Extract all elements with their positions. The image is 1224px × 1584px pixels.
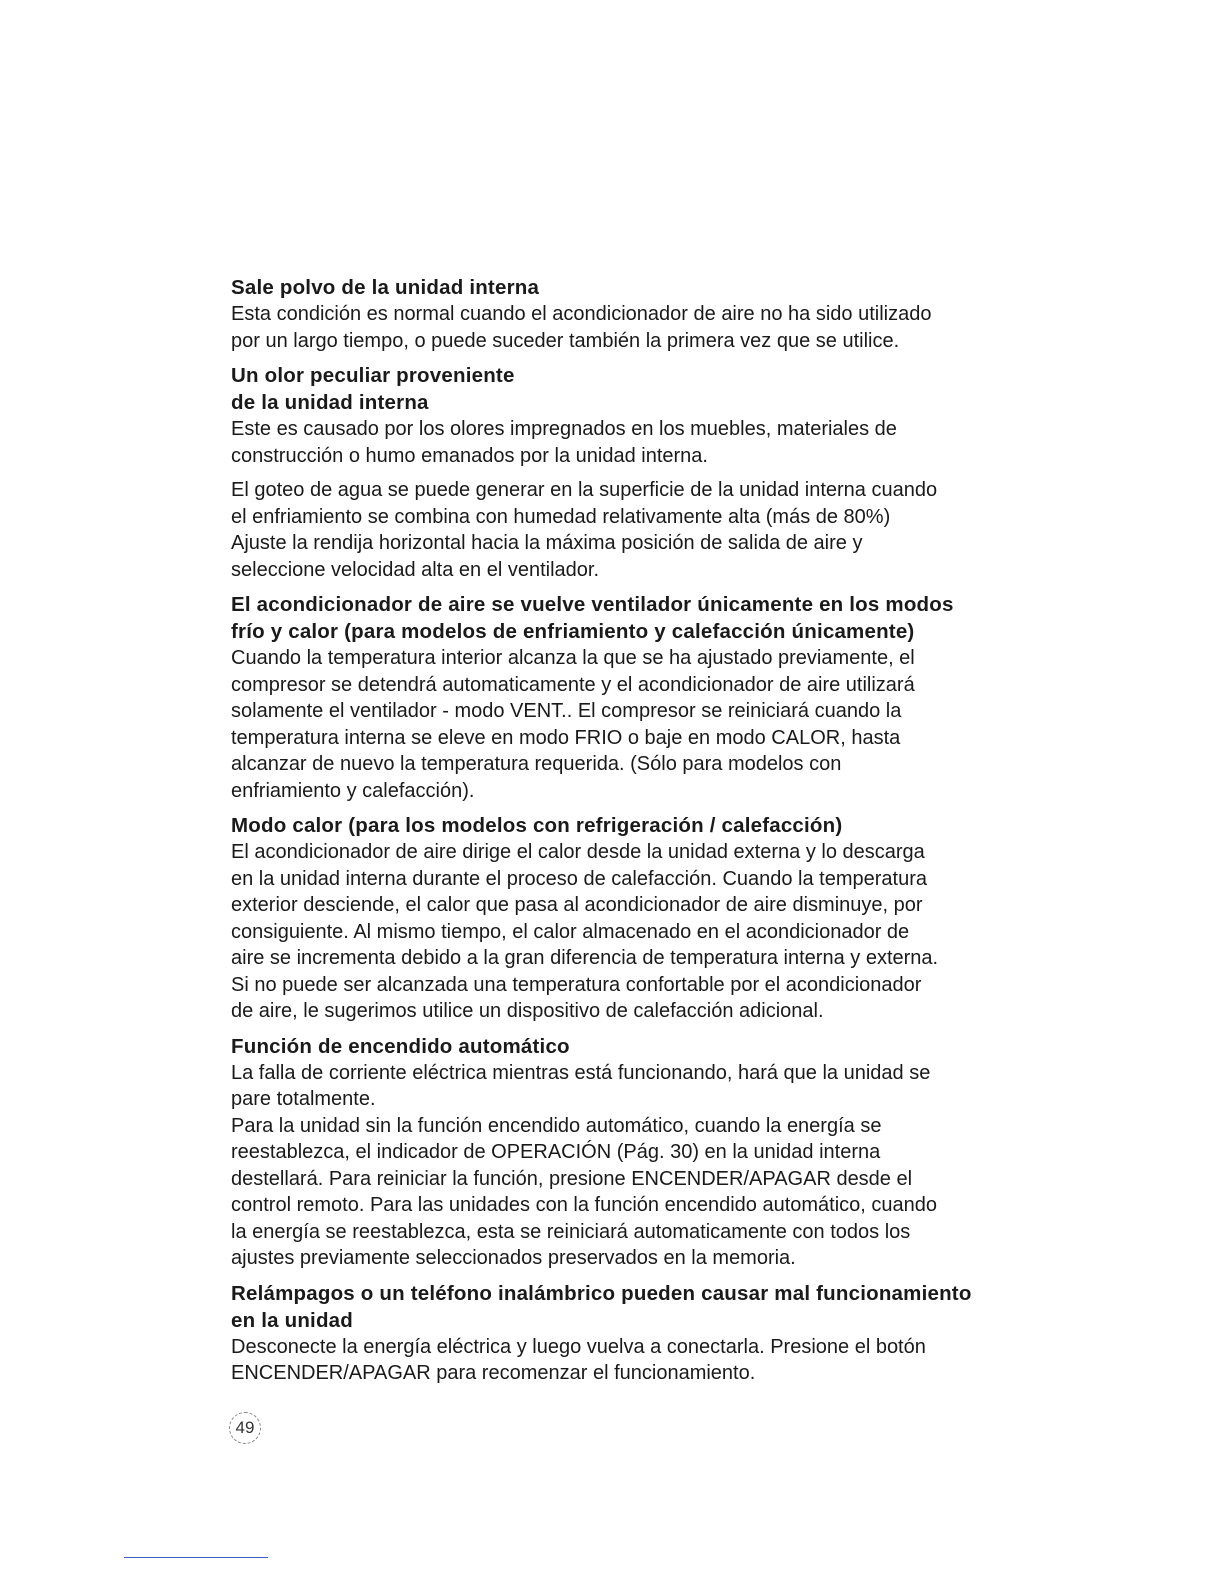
heading-line: Función de encendido automático <box>231 1034 570 1058</box>
text-line: seleccione velocidad alta en el ventilador. <box>231 558 600 581</box>
text-line: alcanzar de nuevo la temperatura requerida. (Sólo para modelos con <box>231 753 842 775</box>
section <box>231 591 1061 804</box>
text-line: ajustes previamente seleccionados preservados en la memoria. <box>231 1247 796 1269</box>
text-line: la energía se reestablezca, esta se reiniciará automaticamente con todos los <box>231 1220 911 1243</box>
paragraph <box>231 1334 1061 1387</box>
section <box>231 812 1061 1025</box>
section-heading <box>231 1033 1061 1060</box>
paragraph <box>231 1060 1061 1272</box>
heading-line: en la unidad <box>231 1308 353 1332</box>
heading-line: Relámpagos o un teléfono inalámbrico pueden causar mal funcionamiento <box>231 1281 972 1305</box>
text-line: Para la unidad sin la función encendido automático, cuando la energía se <box>231 1114 882 1137</box>
text-line: solamente el ventilador - modo VENT.. El compresor se reiniciará cuando la <box>231 700 902 722</box>
text-line: La falla de corriente eléctrica mientras está funcionando, hará que la unidad se <box>231 1061 931 1084</box>
text-line: el enfriamiento se combina con humedad relativamente alta (más de 80%) <box>231 505 891 528</box>
page-content <box>231 274 1061 1387</box>
section-heading <box>231 591 1061 645</box>
text-line: aire se incrementa debido a la gran diferencia de temperatura interna y externa. <box>231 947 939 969</box>
text-line: pare totalmente. <box>231 1088 376 1110</box>
text-line: control remoto. Para las unidades con la función encendido automático, cuando <box>231 1194 938 1216</box>
section <box>231 1033 1061 1272</box>
heading-line: Sale polvo de la unidad interna <box>231 276 540 299</box>
paragraph <box>231 477 1061 583</box>
paragraph <box>231 416 1061 469</box>
heading-line: Modo calor (para los modelos con refrigeración / calefacción) <box>231 814 843 837</box>
footer-rule <box>124 1557 268 1558</box>
text-line: Desconecte la energía eléctrica y luego vuelva a conectarla. Presione el botón <box>231 1335 926 1358</box>
section-heading <box>231 1280 1061 1334</box>
text-line: El acondicionador de aire dirige el calor desde la unidad externa y lo descarga <box>231 841 925 863</box>
text-line: destellará. Para reiniciar la función, presione ENCENDER/APAGAR desde el <box>231 1167 913 1190</box>
text-line: El goteo de agua se puede generar en la superficie de la unidad interna cuando <box>231 479 938 501</box>
section <box>231 362 1061 583</box>
text-line: exterior desciende, el calor que pasa al acondicionador de aire disminuye, por <box>231 894 923 916</box>
section-heading <box>231 812 1061 839</box>
text-line: en la unidad interna durante el proceso de calefacción. Cuando la temperatura <box>231 867 928 890</box>
text-line: temperatura interna se eleve en modo FRIO o baje en modo CALOR, hasta <box>231 726 901 749</box>
heading-line: de la unidad interna <box>231 391 429 414</box>
section-heading <box>231 362 1061 416</box>
text-line: consiguiente. Al mismo tiempo, el calor almacenado en el acondicionador de <box>231 920 910 943</box>
heading-line: Un olor peculiar proveniente <box>231 364 515 387</box>
heading-line: El acondicionador de aire se vuelve ventilador únicamente en los modos <box>231 593 954 616</box>
text-line: enfriamiento y calefacción). <box>231 779 475 802</box>
text-line: por un largo tiempo, o puede suceder también la primera vez que se utilice. <box>231 329 900 352</box>
section <box>231 274 1061 354</box>
paragraph <box>231 301 1061 354</box>
section <box>231 1280 1061 1387</box>
text-line: compresor se detendrá automaticamente y el acondicionador de aire utilizará <box>231 673 915 696</box>
text-line: Ajuste la rendija horizontal hacia la máxima posición de salida de aire y <box>231 532 863 554</box>
text-line: Esta condición es normal cuando el acondicionador de aire no ha sido utilizado <box>231 303 932 325</box>
paragraph <box>231 645 1061 804</box>
text-line: reestablezca, el indicador de OPERACIÓN (Pág. 30) en la unidad interna <box>231 1141 881 1163</box>
text-line: construcción o humo emanados por la unidad interna. <box>231 444 708 467</box>
page-number: 49 <box>229 1412 261 1444</box>
text-line: Si no puede ser alcanzada una temperatura confortable por el acondicionador <box>231 973 922 996</box>
section-heading <box>231 274 1061 301</box>
heading-line: frío y calor (para modelos de enfriamiento y calefacción únicamente) <box>231 620 915 643</box>
text-line: de aire, le sugerimos utilice un dispositivo de calefacción adicional. <box>231 1000 824 1022</box>
text-line: ENCENDER/APAGAR para recomenzar el funcionamiento. <box>231 1362 756 1384</box>
paragraph <box>231 839 1061 1025</box>
text-line: Cuando la temperatura interior alcanza la que se ha ajustado previamente, el <box>231 647 915 669</box>
text-line: Este es causado por los olores impregnados en los muebles, materiales de <box>231 418 897 440</box>
